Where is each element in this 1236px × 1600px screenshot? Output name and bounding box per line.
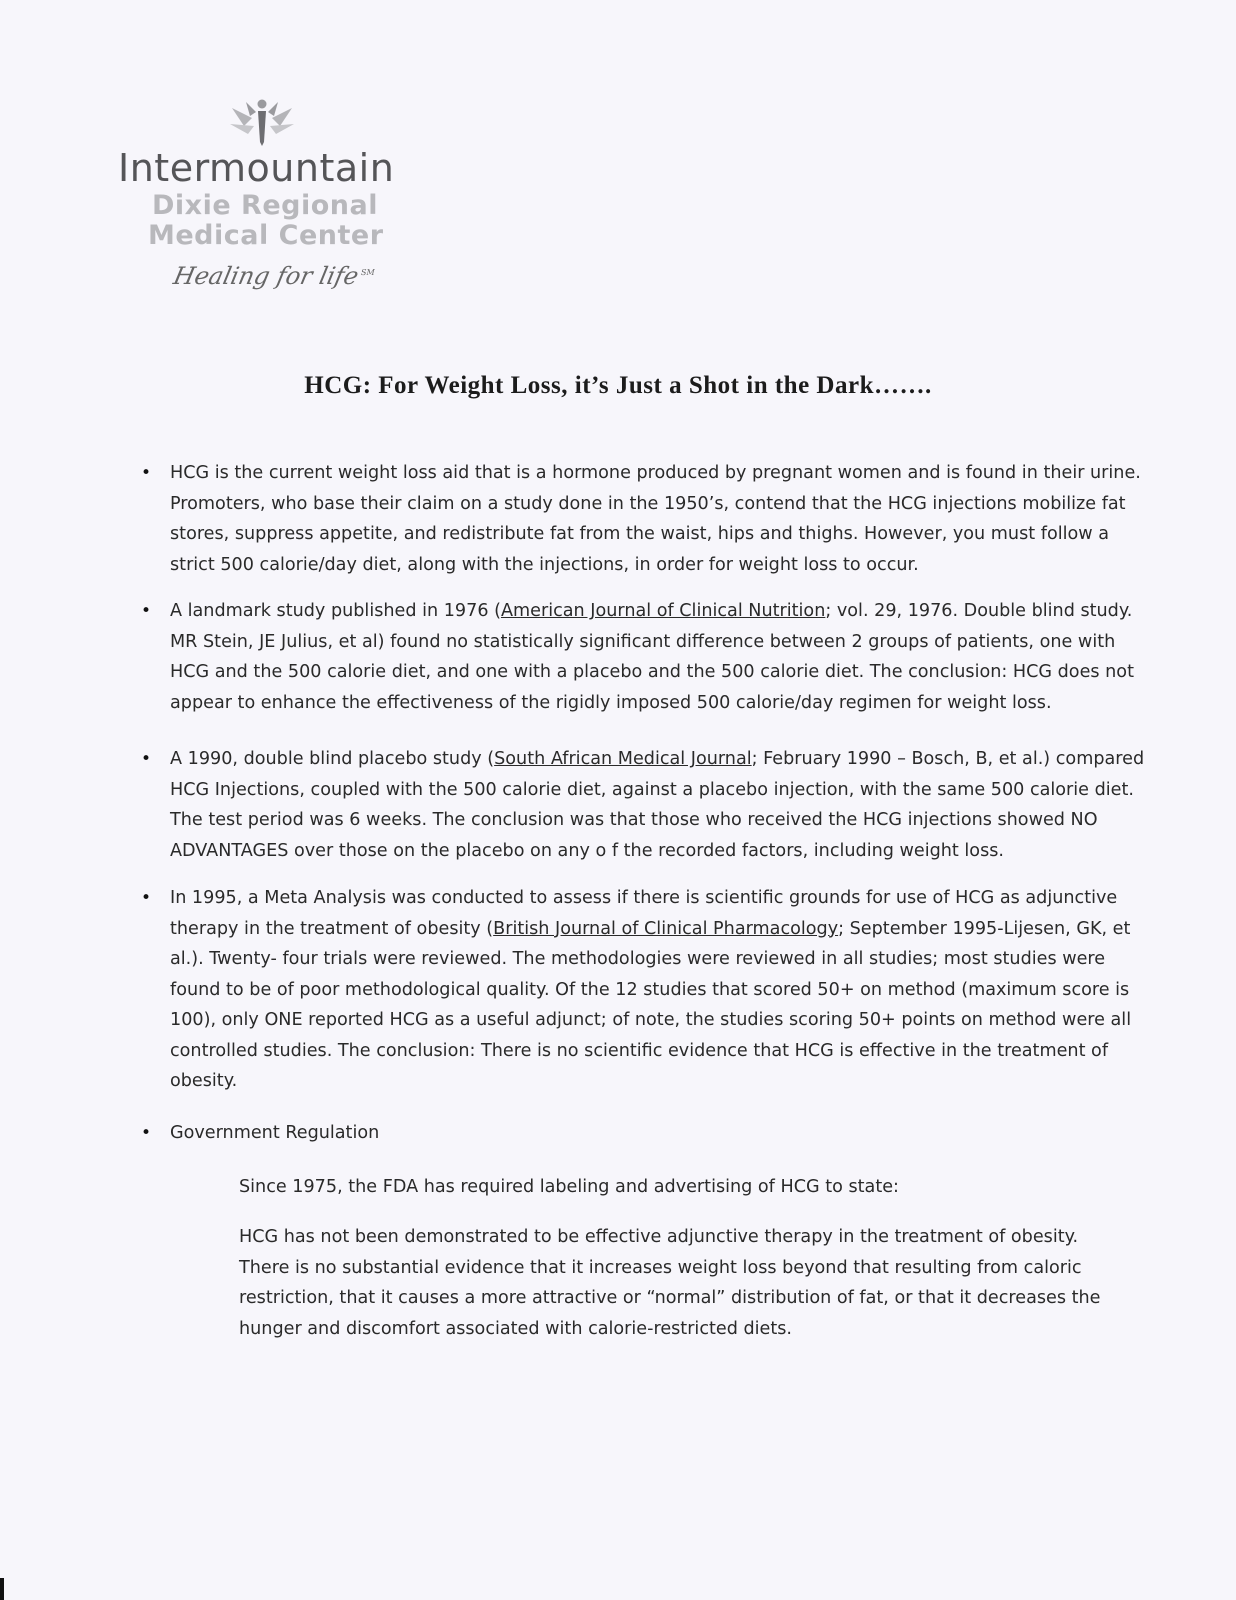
bullet-text: HCG is the current weight loss aid that is a hormone produced by pregnant women and is found in their urine. Promoters, who base their claim on a study done in the 1950’s, contend that the HCG injections mobilize fat stores, suppress appetite, and redistribute fat from the waist, hips and thighs. However, you must follow a strict 500 calorie/day diet, along with the injections, in order for weight loss to occur. (170, 463, 1141, 575)
scan-edge-mark (0, 1578, 4, 1600)
bullet-marker: • (141, 749, 152, 769)
service-mark: SM (359, 268, 376, 277)
bullet-text-post: ; February 1990 – Bosch, B, et al.) compared HCG Injections, coupled with the 500 calorie diet, against a placebo injection, with the same 500 calorie diet. The test period was 6 weeks. The conclusion was that those who received the HCG injections showed NO ADVANTAGES over those on the placebo on any o f the recorded factors, including weight loss. (170, 749, 1145, 861)
bullet-marker: • (141, 601, 152, 621)
list-item (141, 744, 1150, 866)
bullet-text (170, 744, 1150, 866)
bullet-text (170, 596, 1150, 718)
bullet-text-pre: In 1995, a Meta Analysis was conducted to assess if there is scientific grounds for use of HCG as adjunctive therapy in the treatment of obesity ( (170, 888, 1118, 939)
logo-tagline-text: Healing for life (171, 262, 362, 290)
bullet-text: Government Regulation (170, 1123, 380, 1143)
list-item (141, 458, 1150, 580)
bullet-marker: • (141, 888, 152, 908)
document-title: HCG: For Weight Loss, it’s Just a Shot in the Dark……. (304, 372, 932, 399)
journal-citation: British Journal of Clinical Pharmacology (493, 918, 839, 939)
bullet-text-post: ; vol. 29, 1976. Double blind study. MR Stein, JE Julius, et al) found no statistically significant difference between 2 groups of patients, one with HCG and the 500 calorie diet, and one with a placebo and the 500 calorie diet. The conclusion: HCG does not appear to enhance the effectiveness of the rigidly imposed 500 calorie/day regimen for weight loss. (170, 601, 1134, 713)
regulation-quote-text: HCG has not been demonstrated to be effective adjunctive therapy in the treatment of obesity. There is no substantial evidence that it increases weight loss beyond that resulting from caloric restriction, that it causes a more attractive or “normal” distribution of fat, or that it decreases the hunger and discomfort associated with calorie-restricted diets. (239, 1227, 1101, 1339)
list-item (141, 596, 1150, 718)
regulation-quote (239, 1222, 1119, 1344)
bullet-text (170, 883, 1150, 1097)
bullet-text-pre: A landmark study published in 1976 ( (170, 601, 501, 621)
list-item (141, 1118, 1150, 1149)
bullet-marker: • (141, 1123, 152, 1143)
journal-citation: American Journal of Clinical Nutrition (500, 601, 826, 621)
regulation-intro (239, 1172, 1119, 1203)
logo-tagline (171, 262, 377, 290)
regulation-intro-text: Since 1975, the FDA has required labeling and advertising of HCG to state: (239, 1177, 899, 1197)
bullet-marker: • (141, 463, 152, 483)
bullet-text-post: ; September 1995-Lijesen, GK, et al.). Twenty- four trials were reviewed. The methodologies were reviewed in all studies; most studies were found to be of poor methodological quality. Of the 12 studies that scored 50+ on method (maximum score is 100), only ONE reported HCG as a useful adjunct; of note, the studies scoring 50+ points on method were all controlled studies. The conclusion: There is no scientific evidence that HCG is effective in the treatment of obesity. (170, 918, 1132, 1091)
journal-citation: South African Medical Journal (494, 749, 752, 769)
logo-subtitle-line2: Medical Center (148, 220, 384, 251)
logo-subtitle-line1: Dixie Regional (152, 190, 378, 221)
list-item (141, 883, 1150, 1097)
bullet-text-pre: A 1990, double blind placebo study ( (170, 749, 495, 769)
logo-name: Intermountain (118, 146, 395, 190)
